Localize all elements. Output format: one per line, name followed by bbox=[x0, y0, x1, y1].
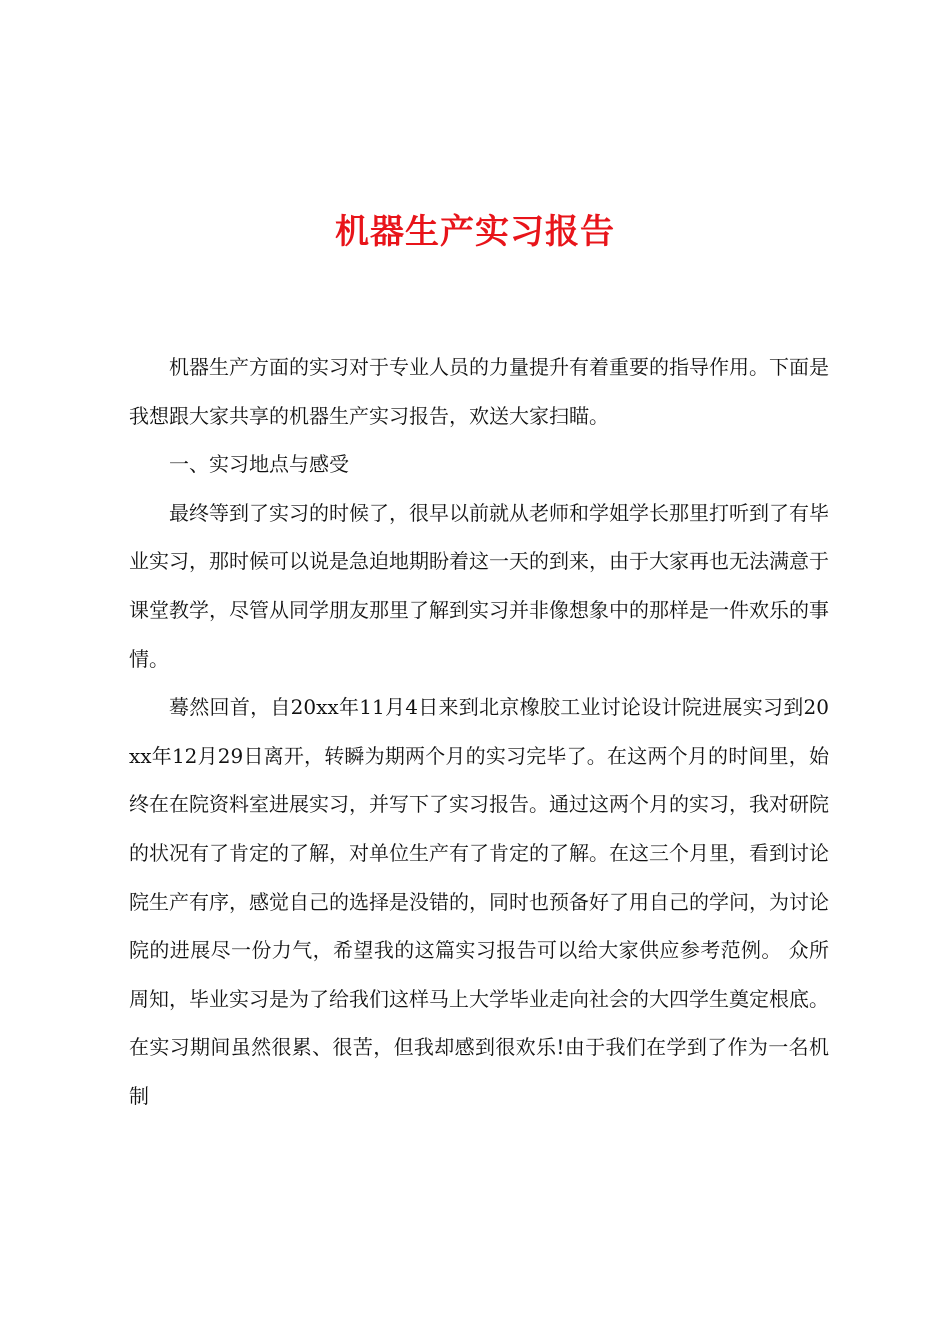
document-title: 机器生产实习报告 bbox=[335, 212, 615, 252]
body-paragraph: 最终等到了实习的时候了，很早以前就从老师和学姐学长那里打听到了有毕业实习，那时候可以说是急迫地期盼着这一天的到来，由于大家再也无法满意于课堂教学，尽管从同学朋友那里了解到实习并非像想象中的那样是一件欢乐的事情。 bbox=[129, 500, 829, 671]
body-paragraph: 蓦然回首，自20xx年11月4日来到北京橡胶工业讨论设计院进展实习到20xx年12月29日离开，转瞬为期两个月的实习完毕了。在这两个月的时间里，始终在在院资料室进展实习，并写下了实习报告。通过这两个月的实习，我对研院的状况有了肯定的了解，对单位生产有了肯定的了解。在这三个月里，看到讨论院生产有序，感觉自己的选择是没错的，同时也预备好了用自己的学问，为讨论院的进展尽一份力气，希望我的这篇实习报告可以给大家供应参考范例。 众所周知，毕业实习是为了给我们这样马上大学毕业走向社会的大四学生奠定根底。在实习期间虽然很累、很苦，但我却感到很欢乐!由于我们在学到了作为一名机制 bbox=[129, 695, 829, 1108]
section-heading: 一、实习地点与感受 bbox=[169, 452, 349, 477]
intro-paragraph: 机器生产方面的实习对于专业人员的力量提升有着重要的指导作用。下面是我想跟大家共享的机器生产实习报告，欢送大家扫瞄。 bbox=[129, 355, 829, 428]
document-body bbox=[129, 343, 829, 1121]
